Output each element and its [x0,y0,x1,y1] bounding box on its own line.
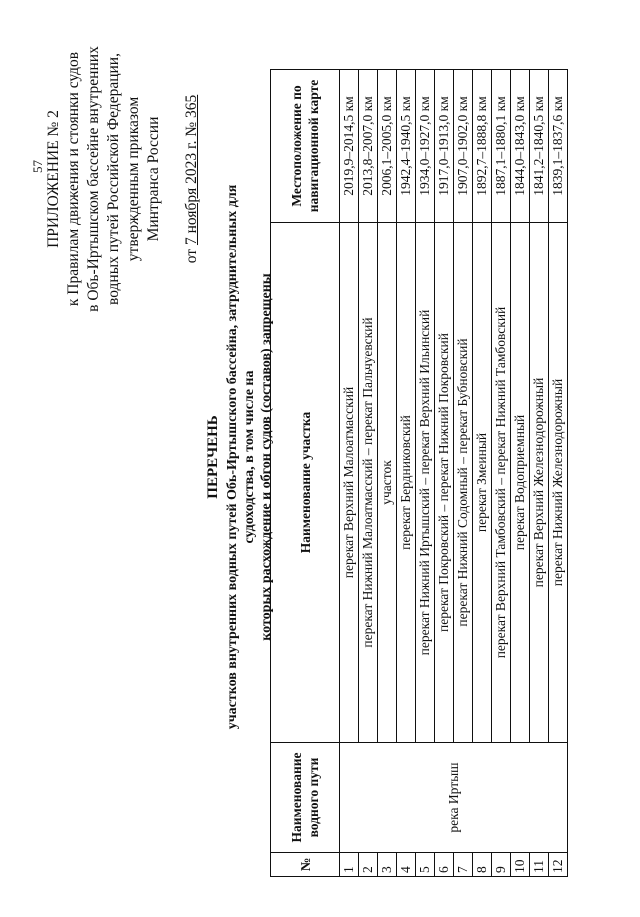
row-section: перекат Покровский – перекат Нижний Покровский [435,223,454,743]
row-section: перекат Верхний Малоатмасский [340,223,359,743]
header-section: Наименование участка [271,223,340,743]
row-section: перекат Нижний Железнодорожный [549,223,568,743]
header-waterway: Наименование водного пути [271,743,340,853]
appendix-line: утвержденным приказом [125,96,142,262]
row-section: перекат Змеиный [473,223,492,743]
heading-title: ПЕРЕЧЕНЬ [205,415,221,499]
row-location: 2019,9–2014,5 км [340,70,359,223]
row-location: 1844,0–1843,0 км [511,70,530,223]
row-num: 4 [397,853,416,877]
waterway-cell: река Иртыш [340,743,568,853]
row-location: 2013,8–2007,0 км [359,70,378,223]
appendix-line: Минтранса России [145,116,162,242]
appendix-date-line [182,19,202,339]
row-num: 5 [416,853,435,877]
sections-table [270,69,568,877]
row-num: 8 [473,853,492,877]
header-num: № [271,853,340,877]
table-row [340,70,359,877]
row-num: 7 [454,853,473,877]
row-section: перекат Бердниковский [397,223,416,743]
appendix-title: ПРИЛОЖЕНИЕ № 2 [45,110,62,248]
row-location: 1917,0–1913,0 км [435,70,454,223]
row-section: участок [378,223,397,743]
document-heading [205,177,275,737]
row-location: 1942,4–1940,5 км [397,70,416,223]
order-date: 7 ноября 2023 г. № 365 [183,94,200,246]
row-section: перекат Водоприемный [511,223,530,743]
page-number: 57 [30,160,45,173]
appendix-line: к Правилам движения и стоянки судов [65,51,82,307]
row-num: 10 [511,853,530,877]
row-location: 1934,0–1927,0 км [416,70,435,223]
row-num: 3 [378,853,397,877]
heading-line-2: которых расхождение и обгон судов (составов) запрещены [259,273,274,641]
row-location: 1839,1–1837,6 км [549,70,568,223]
row-section: перекат Верхний Железнодорожный [530,223,549,743]
row-num: 2 [359,853,378,877]
header-location: Местоположение по навигационной карте [271,70,340,223]
row-section: перекат Нижний Содомный – перекат Бубновский [454,223,473,743]
appendix-block [44,19,202,339]
row-num: 11 [530,853,549,877]
row-location: 1892,7–1888,8 км [473,70,492,223]
appendix-line: в Обь-Иртышском бассейне внутренних [85,46,102,312]
table-header-row [271,70,340,877]
heading-line-1: участков внутренних водных путей Обь-Иртышского бассейна, затруднительных для судоходства, в том числе на [225,184,257,730]
date-prefix: от [183,245,200,264]
row-location: 2006,1–2005,0 км [378,70,397,223]
row-location: 1841,2–1840,5 км [530,70,549,223]
appendix-line: водных путей Российской Федерации, [105,53,122,305]
row-section: перекат Нижний Малоатмасский – перекат Пальчуевский [359,223,378,743]
row-section: перекат Верхний Тамбовский – перекат Нижний Тамбовский [492,223,511,743]
row-location: 1887,1–1880,1 км [492,70,511,223]
row-num: 9 [492,853,511,877]
row-num: 1 [340,853,359,877]
row-location: 1907,0–1902,0 км [454,70,473,223]
row-section: перекат Нижний Иртышский – перекат Верхний Ильинский [416,223,435,743]
row-num: 6 [435,853,454,877]
row-num: 12 [549,853,568,877]
